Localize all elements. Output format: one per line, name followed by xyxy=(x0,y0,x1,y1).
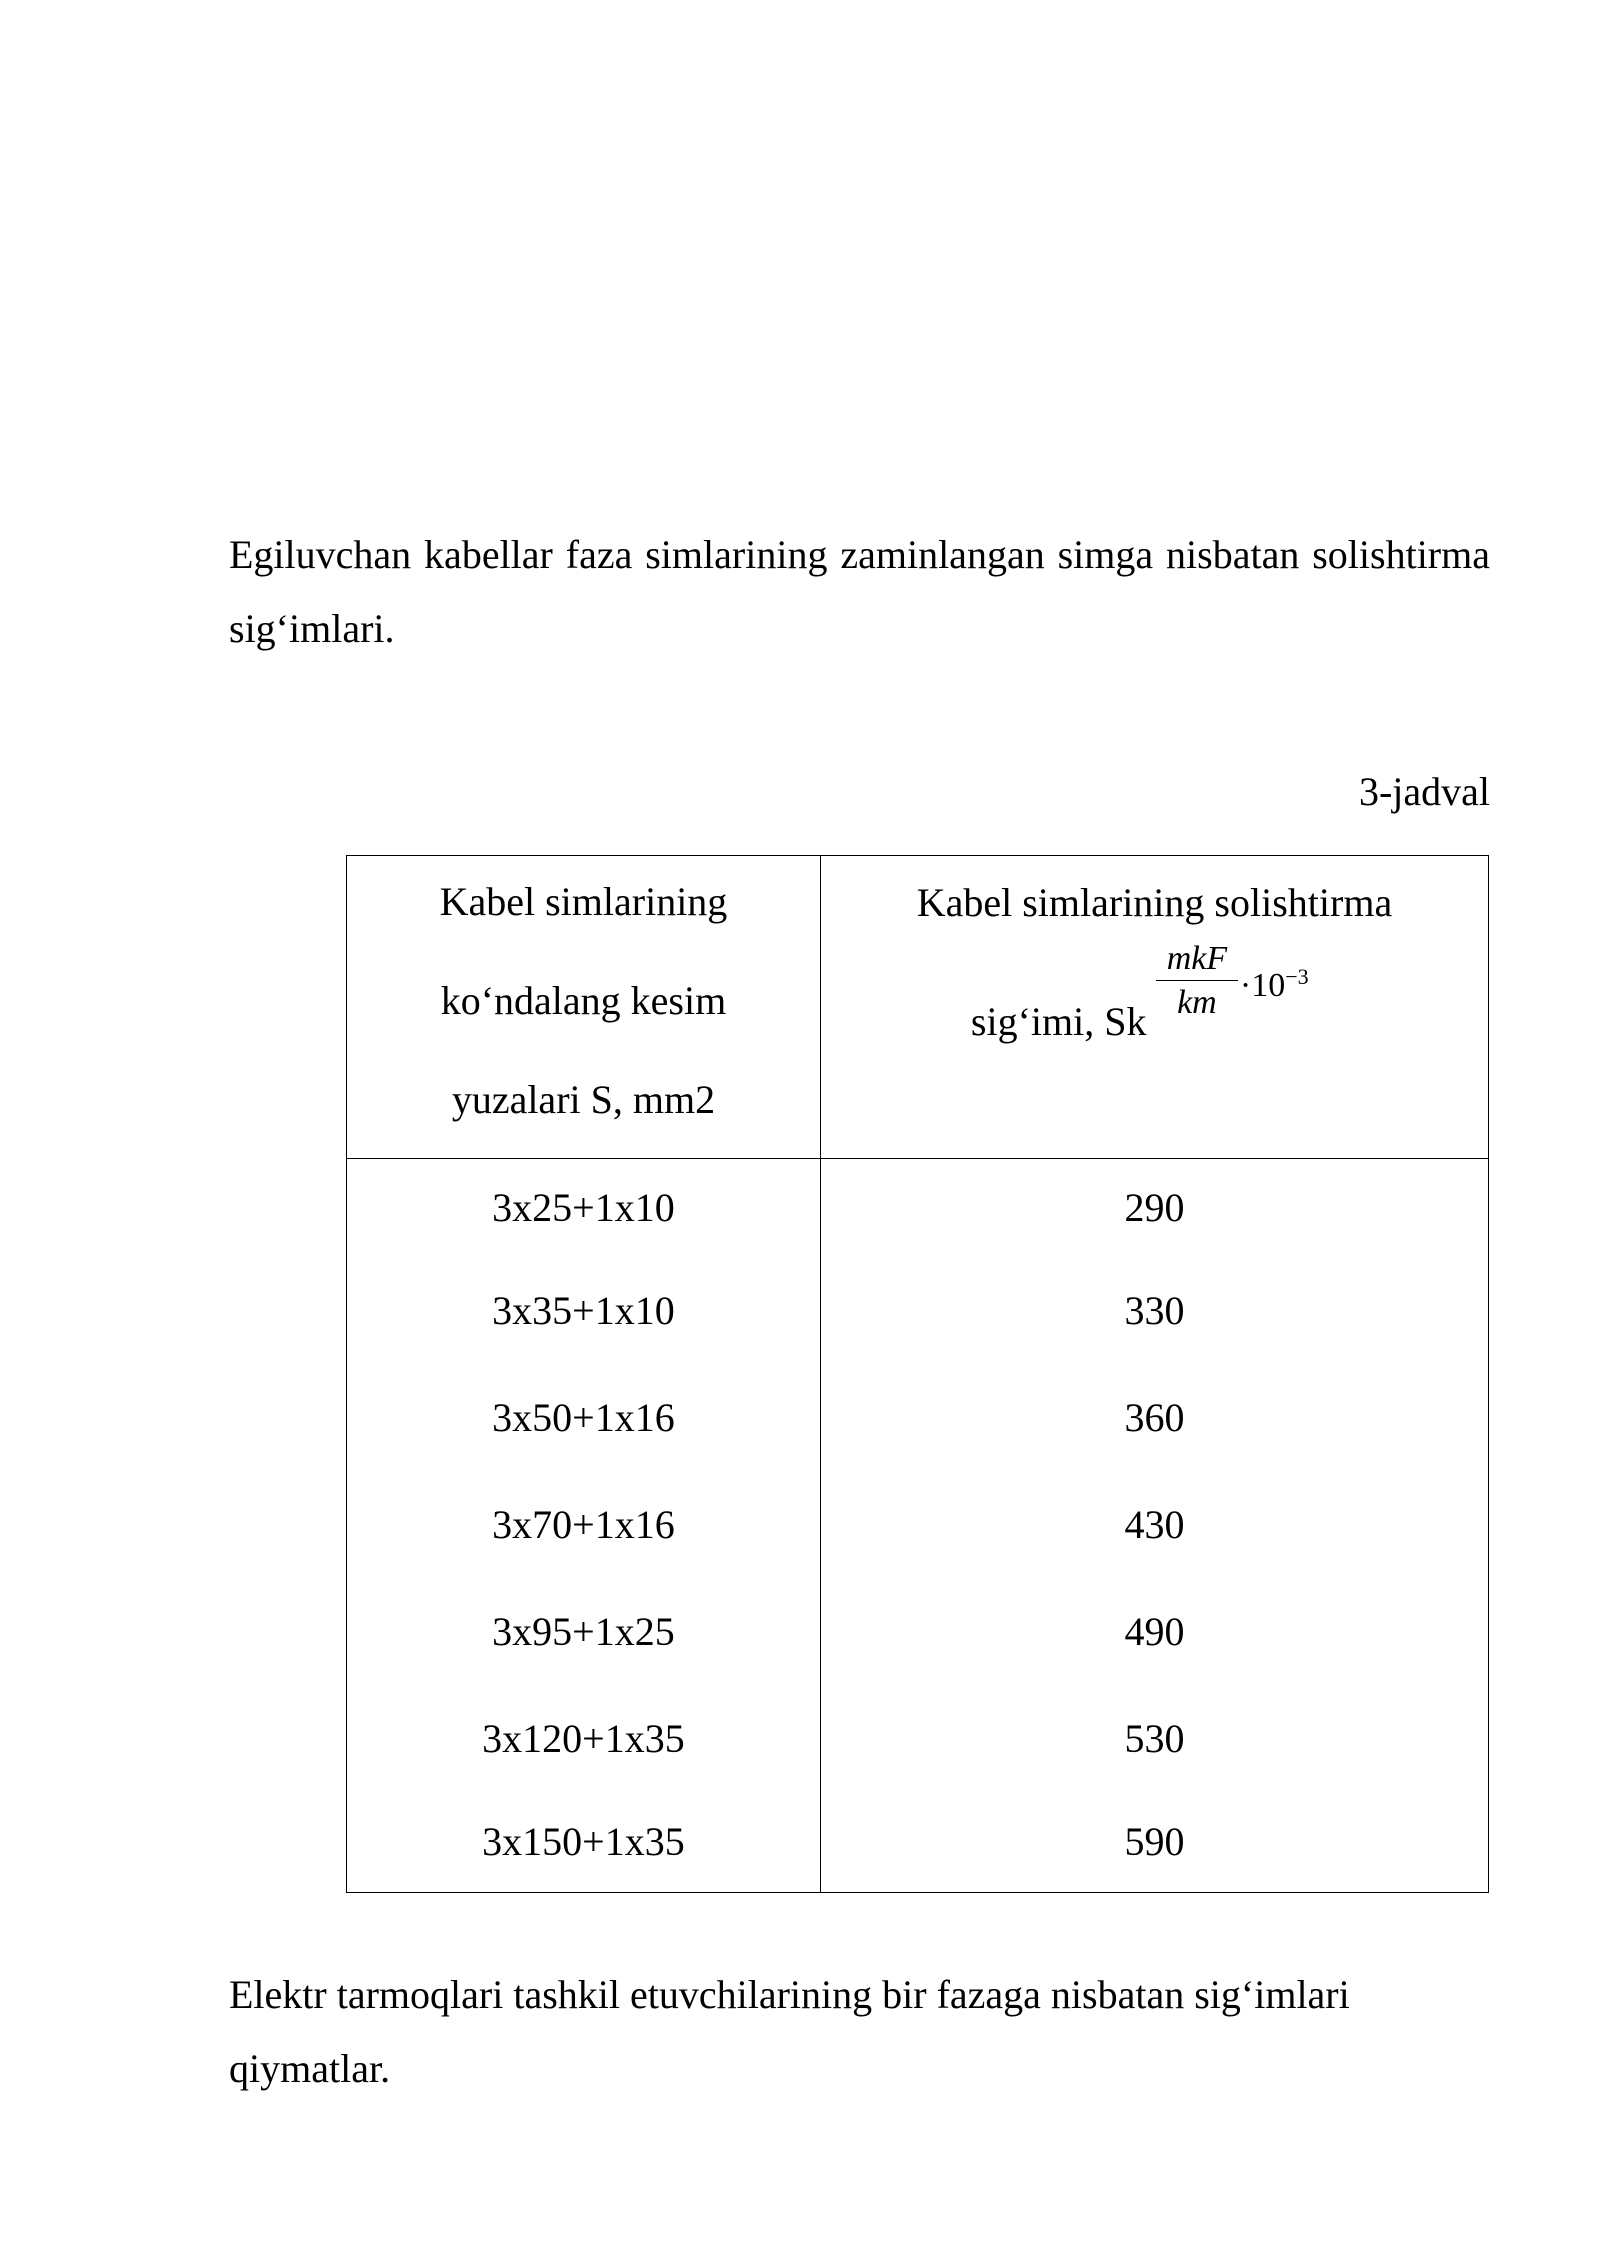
header-capacity-line2 xyxy=(821,933,1488,1083)
header-cross-section-line2: ko‘ndalang kesim xyxy=(440,978,727,1023)
table-row xyxy=(347,1578,1489,1685)
outro-paragraph: Elektr tarmoqlari tashkil etuvchilarining bir fazaga nisbatan sig‘imlari qiymatlar. xyxy=(229,1972,1350,2091)
header-capacity-symbol: sig‘imi, Sk xyxy=(970,999,1147,1044)
cell-section: 3x70+1x16 xyxy=(347,1471,821,1578)
cell-capacity: 430 xyxy=(820,1471,1488,1578)
unit-multiplier-base: ·10 xyxy=(1239,967,1286,1004)
unit-fraction xyxy=(1156,933,1309,1033)
cell-section: 3x120+1x35 xyxy=(347,1685,821,1792)
table-row xyxy=(347,1792,1489,1893)
cell-capacity: 330 xyxy=(820,1257,1488,1364)
cell-capacity: 590 xyxy=(820,1792,1488,1893)
header-capacity xyxy=(820,856,1488,1159)
unit-exponent: −3 xyxy=(1285,964,1309,989)
intro-paragraph: Egiluvchan kabellar faza simlarining zaminlangan simga nisbatan solishtirma sig‘imlari. xyxy=(229,532,1490,651)
table-header-row xyxy=(347,856,1489,1159)
table-row xyxy=(347,1159,1489,1258)
cell-capacity: 530 xyxy=(820,1685,1488,1792)
table-row xyxy=(347,1685,1489,1792)
cell-section: 3x95+1x25 xyxy=(347,1578,821,1685)
cell-section: 3x35+1x10 xyxy=(347,1257,821,1364)
unit-multiplier xyxy=(1240,957,1309,1006)
header-cross-section xyxy=(347,856,821,1159)
cell-section: 3x50+1x16 xyxy=(347,1364,821,1471)
cell-capacity: 360 xyxy=(820,1364,1488,1471)
unit-denominator: km xyxy=(1177,984,1217,1021)
unit-numerator: mkF xyxy=(1166,940,1228,977)
cell-section: 3x150+1x35 xyxy=(347,1792,821,1893)
table-label: 3-jadval xyxy=(1358,769,1490,814)
table-row xyxy=(347,1364,1489,1471)
cable-capacity-table xyxy=(346,855,1489,1893)
header-cross-section-line3: yuzalari S, mm2 xyxy=(451,1077,716,1122)
header-capacity-line1: Kabel simlarining solishtirma xyxy=(916,880,1393,925)
header-cross-section-line1: Kabel simlarining xyxy=(439,879,728,924)
cell-capacity: 490 xyxy=(820,1578,1488,1685)
table-row xyxy=(347,1471,1489,1578)
cell-capacity: 290 xyxy=(820,1159,1488,1258)
cell-section: 3x25+1x10 xyxy=(347,1159,821,1258)
table-row xyxy=(347,1257,1489,1364)
fraction-bar xyxy=(1156,980,1238,981)
